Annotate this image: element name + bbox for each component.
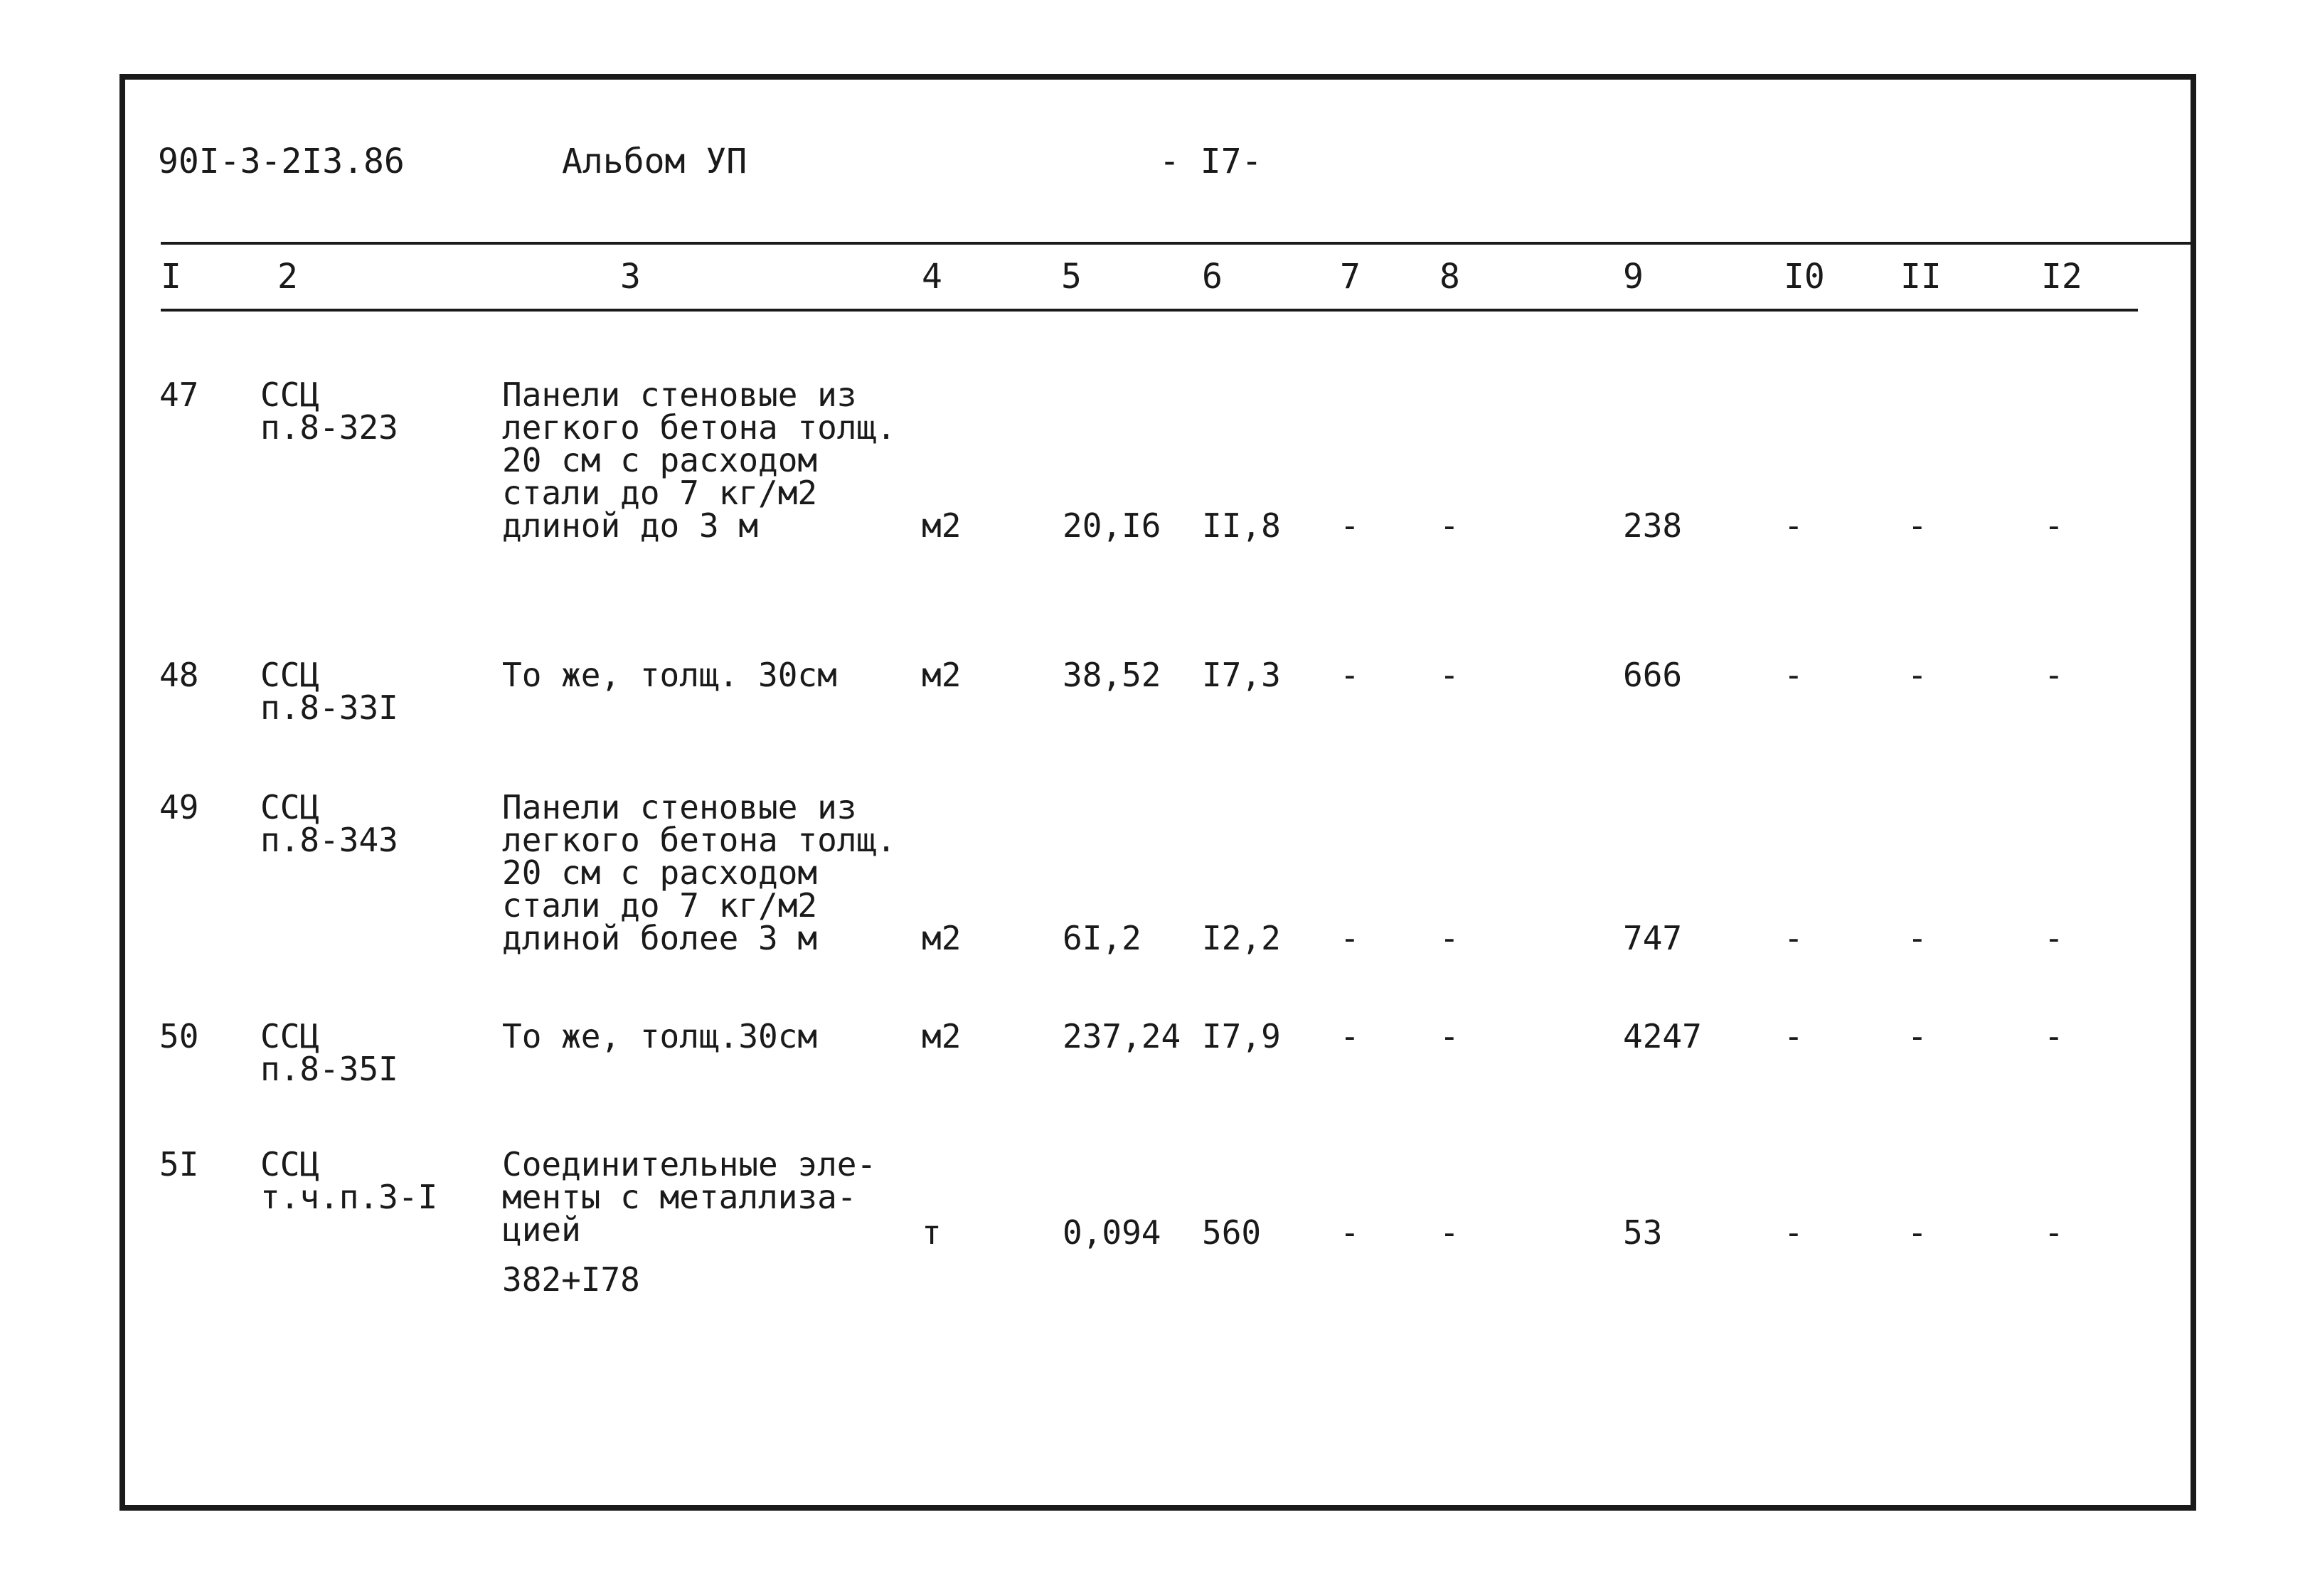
description-line: длиной до 3 м [502,506,759,545]
description-line: Панели стеновые из [502,788,857,826]
row-number: 49 [159,788,199,826]
description-line: 20 см с расходом [502,441,818,479]
cell: - [1340,1017,1360,1055]
cell: - [1907,506,1927,545]
cell: - [2044,506,2064,545]
reference: п.8-35I [260,1050,398,1088]
cell: 38,52 [1063,656,1161,694]
cell: - [1439,1213,1459,1252]
description-line: цией [502,1211,581,1249]
column-header: II [1900,257,1942,297]
album-label: Альбом УП [562,142,747,181]
unit: м2 [922,656,962,694]
column-header: 5 [1061,257,1082,297]
description-line: Соединительные эле- [502,1145,877,1183]
reference: ССЦ [260,656,320,694]
cell: - [1340,506,1360,545]
column-header: 8 [1439,257,1460,297]
cell: - [2044,1213,2064,1252]
row-number: 50 [159,1017,199,1055]
reference: ССЦ [260,1145,320,1183]
reference: п.8-323 [260,408,398,447]
cell: 20,I6 [1063,506,1161,545]
cell: - [2044,1017,2064,1055]
description-line: легкого бетона толщ. [502,821,896,859]
description-line: длиной более 3 м [502,919,818,957]
cell: - [1439,919,1459,957]
description-line: стали до 7 кг/м2 [502,886,818,925]
document-code: 90I-3-2I3.86 [158,142,405,181]
cell: 238 [1623,506,1683,545]
cell: 4247 [1623,1017,1702,1055]
description-line: легкого бетона толщ. [502,408,896,447]
column-header: I2 [2041,257,2082,297]
reference: п.8-343 [260,821,398,859]
column-header: 9 [1623,257,1644,297]
cell: - [1340,656,1360,694]
reference: ССЦ [260,376,320,414]
cell: - [1784,656,1804,694]
column-header: 2 [277,257,298,297]
unit: м2 [922,506,962,545]
cell: - [1439,656,1459,694]
column-header: I [161,257,181,297]
cell: I7,3 [1202,656,1281,694]
column-header: 6 [1202,257,1223,297]
cell: - [1340,1213,1360,1252]
header-bottom-rule [161,309,2138,312]
column-header: I0 [1784,257,1825,297]
cell: - [1784,919,1804,957]
cell: - [2044,919,2064,957]
reference: ССЦ [260,1017,320,1055]
cell: 237,24 [1063,1017,1181,1055]
cell: 53 [1623,1213,1663,1252]
calculation-note: 382+I78 [502,1260,640,1299]
cell: 666 [1623,656,1683,694]
unit: м2 [922,919,962,957]
cell: - [1439,506,1459,545]
cell: - [1439,1017,1459,1055]
cell: - [1340,919,1360,957]
description-line: стали до 7 кг/м2 [502,474,818,512]
cell: - [1784,506,1804,545]
page-frame [119,74,2196,1511]
cell: - [1907,1213,1927,1252]
cell: - [1784,1213,1804,1252]
description-line: То же, толщ.30см [502,1017,818,1055]
row-number: 47 [159,376,199,414]
description-line: Панели стеновые из [502,376,857,414]
cell: 6I,2 [1063,919,1141,957]
row-number: 48 [159,656,199,694]
description-line: То же, толщ. 30см [502,656,837,694]
cell: 747 [1623,919,1683,957]
cell: - [1907,656,1927,694]
unit: м2 [922,1017,962,1055]
cell: I2,2 [1202,919,1281,957]
cell: - [2044,656,2064,694]
row-number: 5I [159,1145,199,1183]
column-header: 3 [620,257,641,297]
column-header: 4 [922,257,942,297]
cell: - [1907,1017,1927,1055]
cell: 0,094 [1063,1213,1161,1252]
unit: т [922,1213,942,1252]
header-top-rule [161,242,2196,245]
cell: II,8 [1202,506,1281,545]
cell: I7,9 [1202,1017,1281,1055]
description-line: менты с металлиза- [502,1178,857,1216]
page-number: - I7- [1159,142,1262,181]
cell: - [1784,1017,1804,1055]
reference: п.8-33I [260,688,398,727]
reference: т.ч.п.3-I [260,1178,438,1216]
column-header: 7 [1340,257,1361,297]
description-line: 20 см с расходом [502,853,818,892]
reference: ССЦ [260,788,320,826]
cell: - [1907,919,1927,957]
cell: 560 [1202,1213,1262,1252]
